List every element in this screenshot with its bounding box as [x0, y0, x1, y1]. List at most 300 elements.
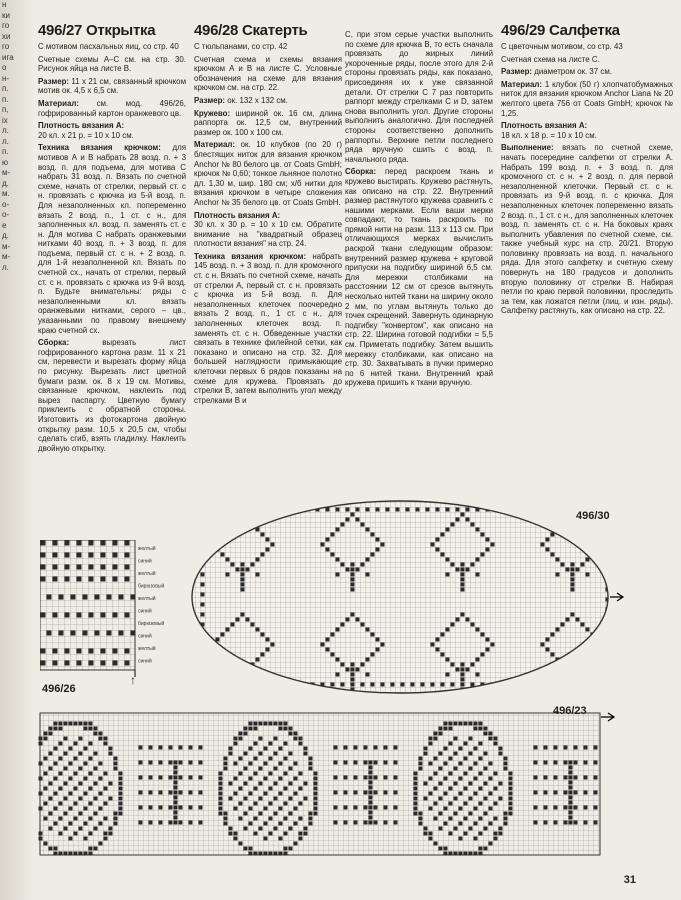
filled-cell: [446, 528, 450, 532]
filled-cell: [376, 548, 380, 552]
filled-cell: [254, 772, 258, 776]
filled-cell: [53, 541, 58, 546]
filled-cell: [54, 807, 58, 811]
filled-cell: [234, 807, 238, 811]
filled-cell: [284, 772, 288, 776]
filled-cell: [566, 568, 570, 572]
material-text: ок. 10 клубков (по 20 г) блестящих ниток для вязания крючком Anchor № 80 белого цв. от Coats GmbH; крючок № 0,60; тонкое льняное полотно дл. 1,30 м, шир. 180 см; х/б нитки для вязания крючком в четыре сложения Anchor № 35 белого цв. от Coats GmbH.: [194, 140, 342, 207]
filled-cell: [74, 757, 78, 761]
filled-cell: [444, 747, 448, 751]
filled-cell: [571, 513, 575, 517]
filled-cell: [49, 727, 53, 731]
filled-cell: [364, 806, 368, 810]
filled-cell: [53, 661, 58, 666]
filled-cell: [489, 737, 493, 741]
filled-cell: [356, 568, 360, 572]
gutter-text-fragment: о: [2, 63, 7, 72]
filled-cell: [159, 776, 163, 780]
filled-cell: [65, 649, 70, 654]
filled-cell: [484, 782, 488, 786]
filled-cell: [534, 806, 538, 810]
filled-cell: [239, 817, 243, 821]
filled-cell: [44, 787, 48, 791]
filled-cell: [219, 782, 223, 786]
filled-cell: [179, 761, 183, 765]
filled-cell: [274, 812, 278, 816]
filled-cell: [479, 757, 483, 761]
filled-cell: [464, 772, 468, 776]
filled-cell: [366, 558, 370, 562]
filled-cell: [414, 807, 418, 811]
filled-cell: [441, 553, 445, 557]
filled-cell: [474, 747, 478, 751]
filled-cell: [104, 802, 108, 806]
filled-cell: [459, 777, 463, 781]
filled-cell: [441, 653, 445, 657]
filled-cell: [241, 663, 245, 667]
filled-cell: [484, 827, 488, 831]
filled-cell: [44, 802, 48, 806]
filled-cell: [346, 618, 350, 622]
filled-cell: [226, 628, 230, 632]
filled-cell: [336, 558, 340, 562]
material-text: см. мод. 496/26, гофрированный картон оранжевого цв.: [38, 98, 186, 118]
filled-cell: [321, 543, 325, 547]
filled-cell: [606, 668, 610, 672]
filled-cell: [561, 663, 565, 667]
filled-cell: [274, 722, 278, 726]
gutter-text-fragment: л.: [2, 136, 9, 146]
filled-cell: [254, 802, 258, 806]
filled-cell: [556, 528, 560, 532]
filled-cell: [429, 762, 433, 766]
filled-cell: [89, 613, 94, 618]
technique-paragraph: [194, 252, 342, 406]
filled-cell: [491, 643, 495, 647]
filled-cell: [586, 673, 590, 677]
filled-cell: [444, 722, 448, 726]
filled-cell: [284, 802, 288, 806]
filled-cell: [494, 837, 498, 841]
filled-cell: [39, 792, 43, 796]
filled-cell: [211, 683, 215, 687]
filled-cell: [89, 661, 94, 666]
filled-cell: [201, 683, 205, 687]
filled-cell: [74, 832, 78, 836]
filled-cell: [526, 508, 530, 512]
filled-cell: [429, 737, 433, 741]
filled-cell: [284, 757, 288, 761]
filled-cell: [444, 807, 448, 811]
filled-cell: [556, 508, 560, 512]
filled-cell: [504, 817, 508, 821]
gutter-text-fragment: ига: [2, 52, 14, 62]
filled-cell: [479, 787, 483, 791]
filled-cell: [101, 553, 106, 558]
filled-cell: [476, 628, 480, 632]
filled-cell: [259, 737, 263, 741]
filled-cell: [101, 613, 106, 618]
filled-cell: [304, 797, 308, 801]
filled-cell: [384, 776, 388, 780]
filled-cell: [284, 847, 288, 851]
filled-cell: [239, 732, 243, 736]
filled-cell: [309, 762, 313, 766]
filled-cell: [119, 772, 123, 776]
filled-cell: [334, 746, 338, 750]
filled-cell: [591, 533, 595, 537]
filled-cell: [119, 782, 123, 786]
filled-cell: [439, 827, 443, 831]
filled-cell: [69, 747, 73, 751]
filled-cell: [65, 565, 70, 570]
filled-cell: [361, 563, 365, 567]
filled-cell: [224, 822, 228, 826]
filled-cell: [326, 538, 330, 542]
filled-cell: [496, 508, 500, 512]
filled-cell: [394, 761, 398, 765]
filled-cell: [109, 797, 113, 801]
article-title: 496/27 Открытка: [38, 22, 156, 39]
filled-cell: [189, 761, 193, 765]
filled-cell: [159, 791, 163, 795]
filled-cell: [381, 543, 385, 547]
filled-cell: [104, 737, 108, 741]
filled-cell: [174, 821, 178, 825]
filled-cell: [464, 817, 468, 821]
filled-cell: [279, 822, 283, 826]
filled-cell: [99, 792, 103, 796]
filled-cell: [279, 722, 283, 726]
filled-cell: [49, 732, 53, 736]
filled-cell: [436, 508, 440, 512]
filled-cell: [114, 767, 118, 771]
filled-cell: [446, 658, 450, 662]
filled-cell: [439, 812, 443, 816]
filled-cell: [113, 613, 118, 618]
size-paragraph: [194, 96, 342, 106]
article-text: Счетная схема на листе С.: [501, 54, 600, 64]
filled-cell: [39, 777, 43, 781]
filled-cell: [556, 628, 560, 632]
filled-cell: [264, 792, 268, 796]
filled-cell: [326, 508, 330, 512]
filled-cell: [334, 821, 338, 825]
filled-cell: [49, 797, 53, 801]
filled-cell: [113, 577, 118, 582]
filled-cell: [291, 683, 295, 687]
filled-cell: [44, 737, 48, 741]
filled-cell: [54, 747, 58, 751]
filled-cell: [601, 543, 605, 547]
filled-cell: [113, 661, 118, 666]
filled-cell: [113, 553, 118, 558]
filled-cell: [331, 533, 335, 537]
filled-cell: [125, 661, 130, 666]
filled-cell: [351, 583, 355, 587]
filled-cell: [246, 668, 250, 672]
filled-cell: [244, 767, 248, 771]
filled-cell: [499, 797, 503, 801]
filled-cell: [94, 767, 98, 771]
filled-cell: [534, 791, 538, 795]
filled-cell: [424, 747, 428, 751]
filled-cell: [439, 752, 443, 756]
filled-cell: [79, 752, 83, 756]
filled-cell: [341, 663, 345, 667]
filled-cell: [331, 633, 335, 637]
filled-cell: [486, 538, 490, 542]
filled-cell: [264, 807, 268, 811]
filled-cell: [77, 649, 82, 654]
filled-cell: [314, 797, 318, 801]
filled-cell: [479, 742, 483, 746]
filled-cell: [79, 782, 83, 786]
filled-cell: [464, 852, 468, 856]
filled-cell: [191, 683, 195, 687]
filled-cell: [114, 762, 118, 766]
filled-cell: [554, 806, 558, 810]
filled-cell: [424, 832, 428, 836]
gutter-text-fragment: хи: [2, 31, 11, 41]
filled-cell: [356, 618, 360, 622]
filled-cell: [601, 643, 605, 647]
filled-cell: [461, 668, 465, 672]
filled-cell: [264, 762, 268, 766]
filled-cell: [74, 802, 78, 806]
filled-cell: [584, 761, 588, 765]
filled-cell: [54, 762, 58, 766]
filled-cell: [304, 832, 308, 836]
filled-cell: [494, 737, 498, 741]
filled-cell: [391, 683, 395, 687]
filled-cell: [449, 742, 453, 746]
filled-cell: [54, 777, 58, 781]
filled-cell: [611, 683, 615, 687]
filled-cell: [89, 722, 93, 726]
filled-cell: [499, 747, 503, 751]
gutter-text-fragment: о-: [2, 199, 10, 209]
filled-cell: [456, 518, 460, 522]
filled-cell: [574, 746, 578, 750]
material-paragraph: [38, 99, 186, 118]
filled-cell: [564, 761, 568, 765]
filled-cell: [259, 852, 263, 856]
filled-cell: [174, 801, 178, 805]
filled-cell: [351, 663, 355, 667]
filled-cell: [59, 595, 64, 600]
filled-cell: [571, 568, 575, 572]
filled-cell: [411, 683, 415, 687]
filled-cell: [199, 791, 203, 795]
filled-cell: [69, 722, 73, 726]
filled-cell: [564, 776, 568, 780]
filled-cell: [606, 558, 610, 562]
filled-cell: [254, 832, 258, 836]
filled-cell: [414, 797, 418, 801]
filled-cell: [469, 782, 473, 786]
filled-cell: [606, 568, 610, 572]
filled-cell: [531, 683, 535, 687]
filled-cell: [499, 752, 503, 756]
filled-cell: [466, 668, 470, 672]
filled-cell: [434, 802, 438, 806]
filled-cell: [351, 613, 355, 617]
size-paragraph: [38, 77, 186, 96]
filled-cell: [454, 827, 458, 831]
filled-cell: [99, 732, 103, 736]
filled-cell: [561, 623, 565, 627]
filled-cell: [509, 807, 513, 811]
filled-cell: [371, 553, 375, 557]
filled-cell: [486, 548, 490, 552]
filled-cell: [107, 595, 112, 600]
filled-cell: [229, 782, 233, 786]
filled-cell: [571, 663, 575, 667]
size-text: ок. 132 х 132 см.: [225, 95, 288, 105]
filled-cell: [119, 595, 124, 600]
gutter-text-fragment: го: [2, 21, 10, 30]
gutter-text-fragment: о-: [2, 210, 10, 219]
filled-cell: [476, 673, 480, 677]
filled-cell: [484, 752, 488, 756]
filled-cell: [211, 643, 215, 647]
filled-cell: [69, 792, 73, 796]
filled-cell: [249, 792, 253, 796]
filled-cell: [459, 837, 463, 841]
filled-cell: [494, 802, 498, 806]
filled-cell: [264, 722, 268, 726]
filled-cell: [461, 588, 465, 592]
filled-cell: [99, 737, 103, 741]
filled-cell: [436, 538, 440, 542]
assembly-label: Сборка:: [345, 167, 377, 177]
filled-cell: [199, 776, 203, 780]
filled-cell: [54, 722, 58, 726]
filled-cell: [104, 817, 108, 821]
size-paragraph: [501, 67, 673, 77]
filled-cell: [44, 842, 48, 846]
filled-cell: [226, 508, 230, 512]
filled-cell: [281, 683, 285, 687]
filled-cell: [249, 727, 253, 731]
filled-cell: [49, 847, 53, 851]
filled-cell: [79, 767, 83, 771]
chart-496-26: [40, 540, 180, 680]
filled-cell: [77, 541, 82, 546]
filled-cell: [571, 673, 575, 677]
filled-cell: [471, 663, 475, 667]
filled-cell: [174, 766, 178, 770]
density-text: 18 кл. х 18 р. = 10 х 10 см.: [501, 130, 597, 140]
filled-cell: [461, 673, 465, 677]
legend-color-label: бирюзовый: [138, 621, 165, 627]
filled-cell: [474, 792, 478, 796]
filled-cell: [454, 812, 458, 816]
filled-cell: [569, 816, 573, 820]
filled-cell: [241, 578, 245, 582]
filled-cell: [254, 742, 258, 746]
filled-cell: [113, 649, 118, 654]
filled-cell: [369, 801, 373, 805]
filled-cell: [326, 548, 330, 552]
filled-cell: [434, 772, 438, 776]
filled-cell: [449, 757, 453, 761]
filled-cell: [54, 792, 58, 796]
filled-cell: [236, 568, 240, 572]
size-text: диаметром ок. 37 см.: [532, 67, 612, 77]
filled-cell: [351, 683, 355, 687]
filled-cell: [544, 806, 548, 810]
filled-cell: [284, 787, 288, 791]
size-label: Размер:: [38, 76, 70, 86]
filled-cell: [326, 648, 330, 652]
filled-cell: [286, 508, 290, 512]
filled-cell: [591, 553, 595, 557]
filled-cell: [53, 565, 58, 570]
filled-cell: [546, 638, 550, 642]
filled-cell: [109, 832, 113, 836]
filled-cell: [571, 573, 575, 577]
filled-cell: [89, 772, 93, 776]
filled-cell: [551, 683, 555, 687]
filled-cell: [606, 628, 610, 632]
filled-cell: [89, 852, 93, 856]
filled-cell: [219, 812, 223, 816]
filled-cell: [249, 807, 253, 811]
filled-cell: [606, 678, 610, 682]
filled-cell: [376, 508, 380, 512]
filled-cell: [314, 802, 318, 806]
filled-cell: [376, 538, 380, 542]
filled-cell: [481, 553, 485, 557]
filled-cell: [384, 821, 388, 825]
filled-cell: [429, 807, 433, 811]
filled-cell: [569, 781, 573, 785]
filled-cell: [509, 782, 513, 786]
filled-cell: [561, 523, 565, 527]
filled-cell: [249, 822, 253, 826]
filled-cell: [489, 792, 493, 796]
filled-cell: [74, 722, 78, 726]
technique-text: набрать 145 возд. п. + 3 возд. п. для кромочного ст. с н. Вязать по счетной схеме, начать от стрелки А, первый ст. с н. провязать с крючка из 5-й возд. п. Для незаполненных клеточек поочередно вязать 2 возд. п., 1 ст. с н., для заполненных клеточек возд. п. заменять ст. с н. Обведенные участки связать в технике филейной сетки, как показано и описано на стр. 32. Для большей наглядности примыкающие клеточки первых 6 рядов показаны на схеме для кружева. Провязать до стрелки В, затем выполнить угол между стрелками В и: [194, 251, 342, 405]
filled-cell: [189, 821, 193, 825]
filled-cell: [254, 817, 258, 821]
filled-cell: [381, 643, 385, 647]
filled-cell: [271, 643, 275, 647]
article-subtitle: С цветочным мотивом, со стр. 43: [501, 42, 623, 51]
filled-cell: [479, 847, 483, 851]
filled-cell: [449, 727, 453, 731]
filled-cell: [494, 772, 498, 776]
filled-cell: [113, 541, 118, 546]
filled-cell: [84, 792, 88, 796]
filled-cell: [109, 827, 113, 831]
filled-cell: [139, 806, 143, 810]
filled-cell: [179, 806, 183, 810]
filled-cell: [366, 508, 370, 512]
filled-cell: [461, 613, 465, 617]
filled-cell: [149, 746, 153, 750]
article-496-28: [194, 22, 342, 408]
filled-cell: [309, 817, 313, 821]
filled-cell: [201, 643, 205, 647]
filled-cell: [594, 746, 598, 750]
filled-cell: [406, 508, 410, 512]
filled-cell: [114, 822, 118, 826]
filled-cell: [276, 508, 280, 512]
filled-cell: [544, 791, 548, 795]
